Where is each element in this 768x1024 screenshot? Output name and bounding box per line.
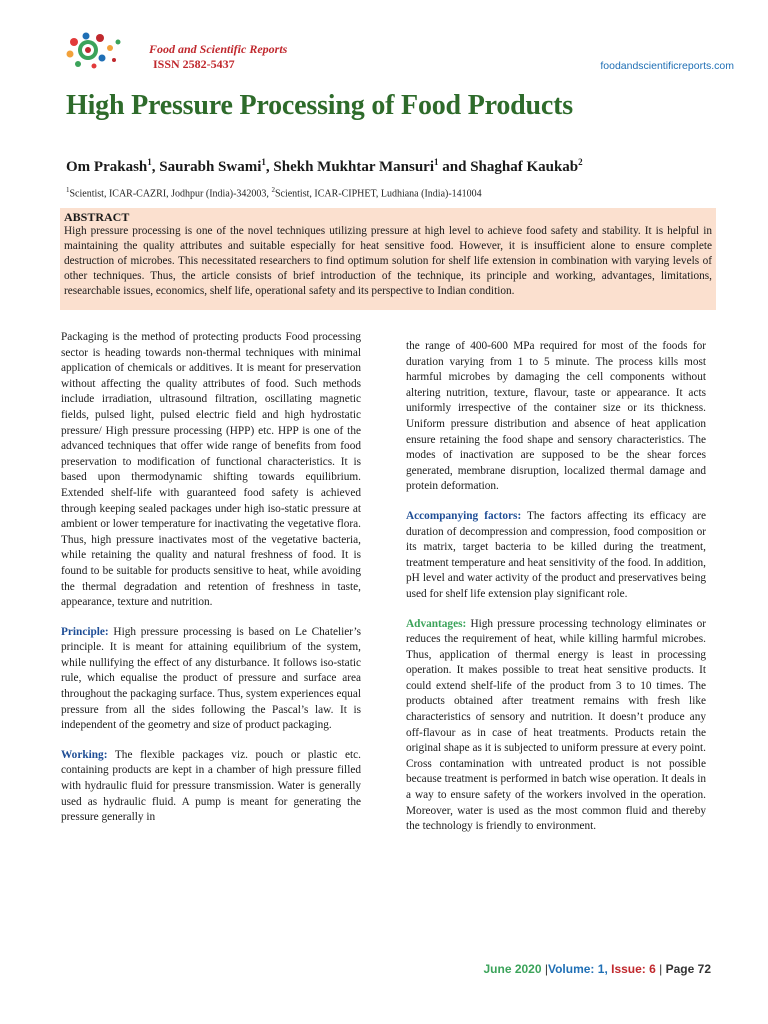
advantages-text: High pressure processing technology eliminates or reduces the requirement of heat, while killing harmful microbes. Thus, application of thermal energy is least in processing operation. It makes possible to treat heat sensitive products. It could extend shelf-life of the product from 3 to 10 times. The products obtained after treatment remains with fresh like characteristics of sensory and nutrition. It doesn’t produce any off-flavour as in case of heat treatments. Products retain the original shape as it is subjected to uniform pressure at every point. Cross contamination with untreated product is not possible because treatment is performed in batch wise operation. It deals in a way to ensure safety of the workers involved in the operation. Moreover, water is used as the most common fluid and thereby the technology is friendly to environment.	[406, 617, 706, 833]
article-title: High Pressure Processing of Food Products	[66, 90, 573, 121]
accompanying-factors-paragraph	[406, 509, 706, 603]
principle-text: High pressure processing is based on Le Chatelier’s principle. It is meant for attaining equilibrium of the system, while nullifying the effect of any disturbance. It follows iso-static rule, which equalise the product of pressure and surface area throughout the packaging surface. Thus, system experiences equal pressure from all the sides following the Pascal’s law. It is independent of the geometry and size of product packaging.	[61, 625, 361, 732]
body-column-right	[406, 339, 706, 849]
affiliation-mark: 1	[66, 186, 70, 194]
body-column-left	[61, 330, 361, 840]
accompanying-factors-heading: Accompanying factors:	[406, 509, 522, 522]
accompanying-factors-text: The factors affecting its efficacy are duration of decompression and compression, food composition or its matrix, target bacteria to be killed during the treatment, treatment temperature and heat sensitivity of the food. In addition, pH level and water activity of the product and preservatives being used for shelf life extension play significant role.	[406, 509, 707, 600]
footer-issue: Issue: 6	[611, 962, 656, 976]
author-separator: ,	[151, 159, 160, 175]
author-name: Saurabh Swami	[159, 159, 262, 175]
author-separator: and	[438, 159, 471, 175]
author-name: Shaghaf Kaukab	[470, 159, 579, 175]
affiliation-text: Scientist, ICAR-CAZRI, Jodhpur (India)-342003,	[69, 188, 272, 200]
advantages-heading: Advantages:	[406, 617, 467, 630]
author-separator: ,	[265, 159, 274, 175]
page-footer	[483, 962, 711, 976]
working-text: The flexible packages viz. pouch or plastic etc. containing products are kept in a chamber of high pressure filled with hydraulic fluid for pressure transmission. Water is generally used as hydraulic fluid. A pump is meant for generating the pressure generally in	[61, 748, 361, 824]
molecule-logo-icon	[64, 28, 136, 72]
author-name: Shekh Mukhtar Mansuri	[273, 159, 434, 175]
principle-heading: Principle:	[61, 625, 109, 638]
advantages-paragraph	[406, 617, 706, 835]
footer-comma: ,	[604, 962, 612, 976]
author-name: Om Prakash	[66, 159, 148, 175]
abstract-heading: ABSTRACT	[64, 210, 130, 224]
author-list	[66, 157, 583, 176]
abstract-text: High pressure processing is one of the novel techniques utilizing pressure at high level to achieve food safety and stability. It is helpful in maintaining the quality attributes and suitable especially for heat sensitive food. However, it is insufficient alone to ensure complete destruction of microbes. This necessitated researchers to find optimum solution for shelf life extension in combination with varying levels of other techniques. Thus, the article consists of brief introduction of the technique, its principle and working, advantages, limitations, researchable issues, economics, shelf life, operational safety and its perspective to Indian condition.	[64, 225, 712, 297]
journal-name: Food and Scientific Reports	[149, 42, 288, 56]
affiliation-text: Scientist, ICAR-CIPHET, Ludhiana (India)-141004	[274, 188, 482, 200]
affiliations	[66, 186, 482, 199]
author-affiliation-mark: 1	[434, 157, 439, 167]
footer-page-number: Page 72	[665, 962, 711, 976]
footer-date: June 2020	[483, 962, 542, 976]
footer-separator: |	[655, 962, 666, 976]
abstract-box	[60, 208, 716, 310]
journal-issn: ISSN 2582-5437	[153, 57, 235, 71]
working-continued-paragraph: the range of 400-600 MPa required for most of the foods for duration varying from 1 to 5 minute. The process kills most harmful microbes by damaging the cell components without altering nutrition, texture, flavour, taste or appearance. It acts uniformly irrespective of the container size or its thickness. Uniform pressure distribution and absence of heat application ensure retaining the food shape and sensory characteristics. The modes of inactivation are supposed to be the shear forces generated, membrane disruption, localized thermal damage and protein deformation.	[406, 340, 706, 493]
working-paragraph	[61, 748, 361, 826]
author-affiliation-mark: 2	[578, 157, 583, 167]
author-affiliation-mark: 1	[261, 157, 266, 167]
principle-paragraph	[61, 625, 361, 734]
working-heading: Working:	[61, 748, 108, 761]
affiliation-mark: 2	[271, 186, 275, 194]
journal-website-link[interactable]: foodandscientificreports.com	[600, 60, 734, 72]
footer-separator: |	[541, 962, 548, 976]
footer-volume: Volume: 1	[547, 962, 605, 976]
intro-paragraph: Packaging is the method of protecting products Food processing sector is heading towards non-thermal techniques with minimal application of chemicals or additives. It is meant for preservation without affecting the quality attributes of food. Such methods include irradiation, ultrasound filtration, oscillating magnetic fields, pulsed light, pulsed electric field and high hydrostatic pressure/ High pressure processing (HPP) etc. HPP is one of the advanced techniques that offer wide range of benefits from food preservation to modification of functional characteristics. It is based upon thermodynamic shifting towards equilibrium. Extended shelf-life with guaranteed food safety is achieved through keeping sealed packages under high iso-static pressure at ambient or lower temperature for inactivating the vegetative flora. Thus, high pressure inactivates most of the vegetative bacteria, while retaining the quality and natural freshness of food. It is found to be suitable for products sensitive to heat, while avoiding the thermal degradation and retention of freshness in taste, appearance, texture and nutrition.	[61, 331, 361, 609]
author-affiliation-mark: 1	[147, 157, 152, 167]
